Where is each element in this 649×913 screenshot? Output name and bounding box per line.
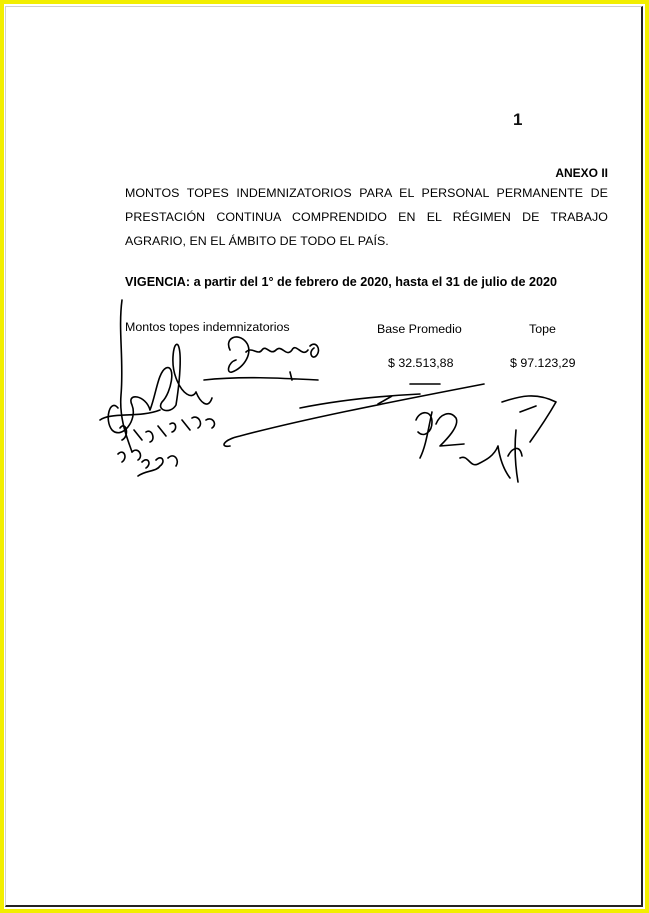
document-heading: MONTOS TOPES INDEMNIZATORIOS PARA EL PERSONAL PERMANENTE DE PRESTACIÓN CONTINUA COMPRENDIDO EN EL RÉGIMEN DE TRABAJO AGRARIO, EN EL ÁMBITO DE TODO EL PAÍS.	[125, 186, 608, 248]
signature-912	[416, 412, 464, 458]
signature-left	[100, 300, 212, 452]
annotation-strokes	[118, 417, 214, 476]
annex-title: ANEXO II	[555, 166, 608, 180]
validity-line: VIGENCIA: a partir del 1° de febrero de 2020, hasta el 31 de julio de 2020	[125, 275, 557, 289]
table-row-label: Montos topes indemnizatorios	[125, 320, 290, 334]
signature-right-bottom	[460, 430, 522, 482]
signature-right-top	[502, 396, 556, 442]
page-number-mark: 1	[513, 110, 523, 129]
value-base-promedio: $ 32.513,88	[388, 356, 454, 370]
value-tope: $ 97.123,29	[510, 356, 576, 370]
column-header-base-promedio: Base Promedio	[377, 322, 462, 336]
column-header-tope: Tope	[529, 322, 556, 336]
signature-center-top	[204, 337, 318, 380]
